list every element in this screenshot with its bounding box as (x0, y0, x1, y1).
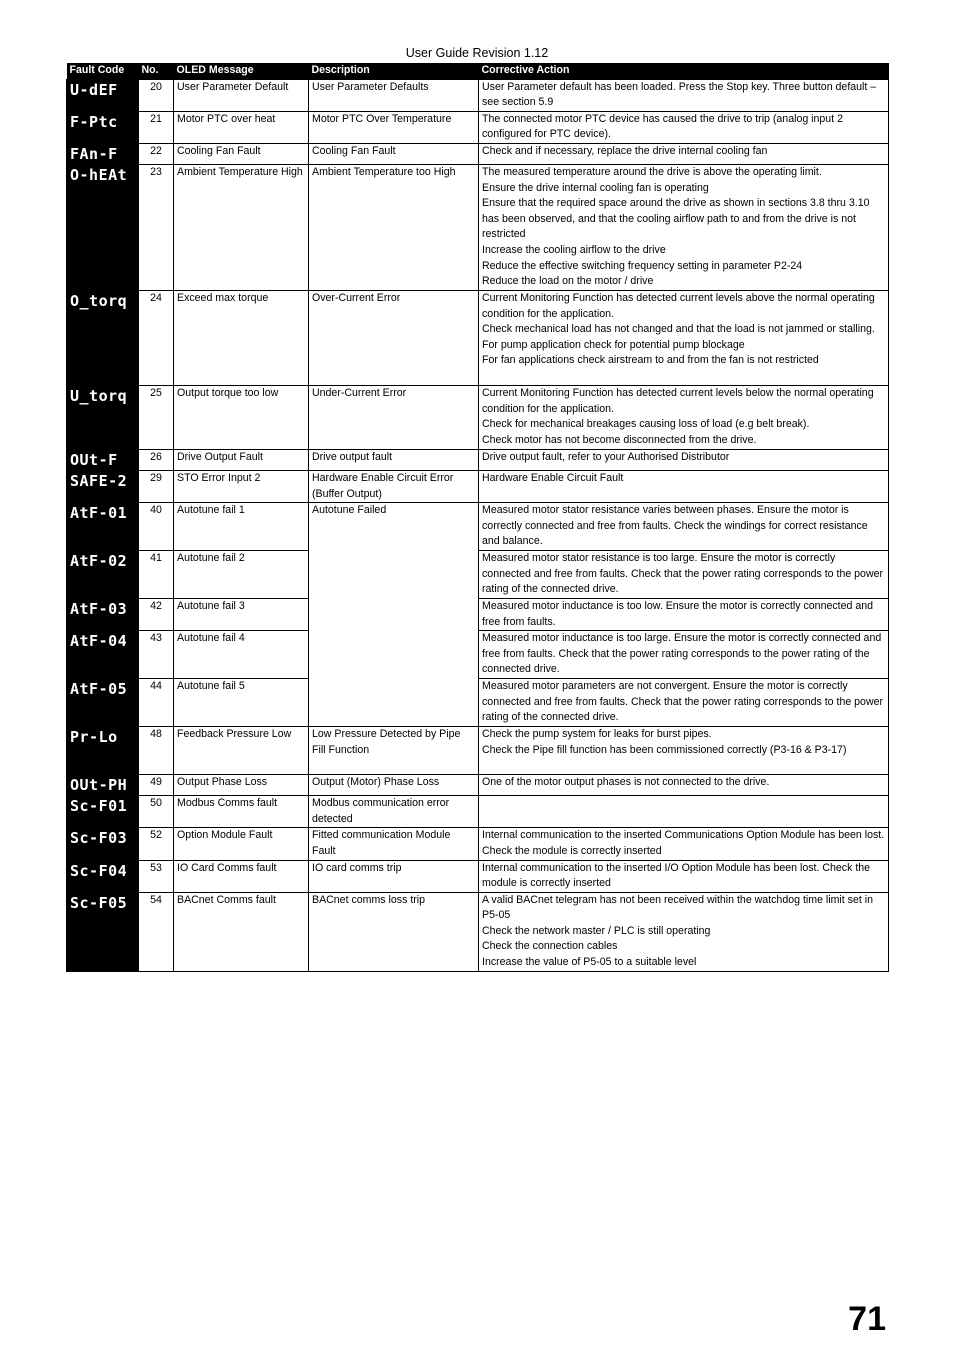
corrective-action-line: Check mechanical load has not changed and that the load is not jammed or stalling. (482, 323, 875, 336)
corrective-action-line: Current Monitoring Function has detected current levels above the normal operating condition for the application. (482, 291, 875, 320)
corrective-action-line: Internal communication to the inserted I/O Option Module has been lost. Check the module is correctly inserted (482, 861, 871, 890)
oled-message-cell: Drive Output Fault (174, 449, 309, 470)
description-cell: Output (Motor) Phase Loss (309, 775, 479, 796)
fault-code-cell: AtF-05 (67, 679, 139, 727)
table-row (67, 385, 889, 449)
oled-message-cell: Cooling Fan Fault (174, 143, 309, 164)
fault-number-cell: 43 (139, 631, 174, 679)
table-row (67, 164, 889, 290)
corrective-action-line: Measured motor stator resistance varies between phases. Ensure the motor is correctly connected and free from faults. Check the windings for correct resistance and balance. (482, 504, 868, 548)
corrective-action-line: Current Monitoring Function has detected current levels below the normal operating condition for the application. (482, 386, 874, 415)
corrective-action-line: Drive output fault, refer to your Authorised Distributor (482, 450, 730, 463)
corrective-action-cell (479, 775, 889, 796)
corrective-action-line: Ensure the drive internal cooling fan is operating (482, 181, 709, 194)
table-row (67, 143, 889, 164)
corrective-action-line: The measured temperature around the drive is above the operating limit. (482, 165, 822, 178)
table-row (67, 470, 889, 502)
oled-message-cell: Ambient Temperature High (174, 164, 309, 290)
corrective-action-line: For fan applications check airstream to and from the fan is not restricted (482, 354, 819, 367)
col-header-no: No. (139, 63, 174, 79)
description-cell: Motor PTC Over Temperature (309, 111, 479, 143)
fault-code-cell: OUt-PH (67, 775, 139, 796)
corrective-action-line: Ensure that the required space around the drive as shown in sections 3.8 thru 3.10 has been observed, and that the cooling airflow path to and from the drive is not restricted (482, 197, 870, 241)
corrective-action-line: For pump application check for potential pump blockage (482, 338, 745, 351)
fault-number-cell: 20 (139, 79, 174, 111)
corrective-action-line: Measured motor inductance is too low. Ensure the motor is correctly connected and free from faults. (482, 599, 873, 628)
corrective-action-cell (479, 143, 889, 164)
table-row (67, 290, 889, 385)
fault-number-cell: 23 (139, 164, 174, 290)
oled-message-cell: Output torque too low (174, 385, 309, 449)
corrective-action-cell (479, 470, 889, 502)
page-header: User Guide Revision 1.12 (405, 46, 549, 60)
fault-code-cell: F-Ptc (67, 111, 139, 143)
table-row (67, 860, 889, 892)
description-cell: Cooling Fan Fault (309, 143, 479, 164)
page-number: 71 (848, 1300, 886, 1338)
oled-message-cell: Motor PTC over heat (174, 111, 309, 143)
corrective-action-line: Check the Pipe fill function has been commissioned correctly (P3-16 & P3-17) (482, 743, 847, 756)
fault-number-cell: 29 (139, 470, 174, 502)
corrective-action-cell (479, 631, 889, 679)
table-row (67, 79, 889, 111)
oled-message-cell: BACnet Comms fault (174, 892, 309, 971)
fault-code-cell: U-dEF (67, 79, 139, 111)
corrective-action-line: One of the motor output phases is not connected to the drive. (482, 776, 770, 789)
fault-number-cell: 50 (139, 796, 174, 828)
fault-code-cell: Sc-F03 (67, 828, 139, 860)
corrective-action-cell (479, 503, 889, 551)
fault-code-cell: AtF-02 (67, 550, 139, 598)
fault-number-cell: 44 (139, 679, 174, 727)
oled-message-cell: Autotune fail 1 (174, 503, 309, 551)
corrective-action-line: The connected motor PTC device has caused the drive to trip (analog input 2 configured for PTC device). (482, 112, 843, 141)
fault-code-cell: O-hEAt (67, 164, 139, 290)
corrective-action-cell (479, 598, 889, 630)
table-row (67, 892, 889, 971)
fault-number-cell: 53 (139, 860, 174, 892)
corrective-action-line: A valid BACnet telegram has not been received within the watchdog time limit set in P5-05 (482, 893, 873, 922)
table-row (67, 111, 889, 143)
table-row (67, 775, 889, 796)
fault-number-cell: 41 (139, 550, 174, 598)
oled-message-cell: Autotune fail 3 (174, 598, 309, 630)
fault-code-cell: FAn-F (67, 143, 139, 164)
fault-number-cell: 26 (139, 449, 174, 470)
col-header-description: Description (309, 63, 479, 79)
corrective-action-line: Measured motor inductance is too large. Ensure the motor is correctly connected and free from faults. Check that the power rating corresponds to the power rating of the connected drive. (482, 632, 882, 676)
corrective-action-line: Check the connection cables (482, 940, 618, 953)
description-cell: Fitted communication Module Fault (309, 828, 479, 860)
corrective-action-line: Reduce the effective switching frequency setting in parameter P2-24 (482, 259, 803, 272)
corrective-action-cell (479, 860, 889, 892)
description-cell: Over-Current Error (309, 290, 479, 385)
corrective-action-line: Check motor has not become disconnected from the drive. (482, 433, 757, 446)
oled-message-cell: User Parameter Default (174, 79, 309, 111)
description-cell: Under-Current Error (309, 385, 479, 449)
corrective-action-line: Measured motor stator resistance is too large. Ensure the motor is correctly connected and free from faults. Check that the power rating corresponds to the power rating of the connected drive. (482, 551, 884, 596)
corrective-action-line: Check the pump system for leaks for burst pipes. (482, 728, 712, 741)
col-header-oled-message: OLED Message (174, 63, 309, 79)
corrective-action-line: Check and if necessary, replace the drive internal cooling fan (482, 144, 768, 157)
fault-code-cell: OUt-F (67, 449, 139, 470)
corrective-action-cell (479, 550, 889, 598)
fault-number-cell: 25 (139, 385, 174, 449)
corrective-action-cell (479, 796, 889, 828)
oled-message-cell: Modbus Comms fault (174, 796, 309, 828)
fault-number-cell: 22 (139, 143, 174, 164)
fault-code-cell: AtF-01 (67, 503, 139, 551)
corrective-action-line: Measured motor parameters are not convergent. Ensure the motor is correctly connected and free from faults. Check that the power rating corresponds to the power rating of the connected drive. (482, 680, 884, 724)
fault-code-cell: AtF-03 (67, 598, 139, 630)
table-row (67, 727, 889, 775)
corrective-action-line: User Parameter default has been loaded. Press the Stop key. Three button default – see section 5.9 (482, 80, 877, 109)
fault-code-cell: SAFE-2 (67, 470, 139, 502)
fault-code-cell: O_torq (67, 290, 139, 385)
fault-table-body (67, 79, 889, 971)
fault-number-cell: 40 (139, 503, 174, 551)
table-row (67, 449, 889, 470)
description-cell: Ambient Temperature too High (309, 164, 479, 290)
oled-message-cell: Feedback Pressure Low (174, 727, 309, 775)
corrective-action-cell (479, 727, 889, 775)
oled-message-cell: Output Phase Loss (174, 775, 309, 796)
fault-number-cell: 52 (139, 828, 174, 860)
corrective-action-line: Internal communication to the inserted Communications Option Module has been lost. Check the module is correctly inserted (482, 829, 885, 857)
oled-message-cell: Autotune fail 4 (174, 631, 309, 679)
table-row (67, 796, 889, 828)
fault-code-cell: Pr-Lo (67, 727, 139, 775)
fault-code-cell: AtF-04 (67, 631, 139, 679)
corrective-action-cell (479, 679, 889, 727)
description-cell: Drive output fault (309, 449, 479, 470)
corrective-action-line: Hardware Enable Circuit Fault (482, 471, 624, 484)
corrective-action-line: Increase the value of P5-05 to a suitable level (482, 956, 697, 969)
corrective-action-line: Increase the cooling airflow to the drive (482, 243, 666, 256)
fault-number-cell: 21 (139, 111, 174, 143)
fault-number-cell: 48 (139, 727, 174, 775)
table-row (67, 828, 889, 860)
oled-message-cell: Option Module Fault (174, 828, 309, 860)
col-header-corrective-action: Corrective Action (479, 63, 889, 79)
corrective-action-cell (479, 385, 889, 449)
fault-code-cell: Sc-F01 (67, 796, 139, 828)
fault-number-cell: 42 (139, 598, 174, 630)
fault-number-cell: 49 (139, 775, 174, 796)
oled-message-cell: IO Card Comms fault (174, 860, 309, 892)
corrective-action-line: Check for mechanical breakages causing loss of load (e.g belt break). (482, 418, 810, 431)
fault-number-cell: 54 (139, 892, 174, 971)
corrective-action-cell (479, 892, 889, 971)
corrective-action-cell (479, 828, 889, 860)
corrective-action-line: Check the network master / PLC is still operating (482, 924, 711, 937)
corrective-action-cell (479, 164, 889, 290)
description-cell: Hardware Enable Circuit Error (Buffer Output) (309, 470, 479, 502)
corrective-action-cell (479, 111, 889, 143)
corrective-action-cell (479, 290, 889, 385)
table-row (67, 503, 889, 551)
fault-code-table (66, 63, 889, 972)
description-cell: User Parameter Defaults (309, 79, 479, 111)
fault-code-cell: Sc-F04 (67, 860, 139, 892)
description-cell: BACnet comms loss trip (309, 892, 479, 971)
corrective-action-cell (479, 79, 889, 111)
oled-message-cell: STO Error Input 2 (174, 470, 309, 502)
oled-message-cell: Exceed max torque (174, 290, 309, 385)
oled-message-cell: Autotune fail 5 (174, 679, 309, 727)
table-header-row (67, 63, 889, 79)
description-cell: IO card comms trip (309, 860, 479, 892)
fault-number-cell: 24 (139, 290, 174, 385)
oled-message-cell: Autotune fail 2 (174, 550, 309, 598)
description-cell: Low Pressure Detected by Pipe Fill Function (309, 727, 479, 775)
corrective-action-line: Reduce the load on the motor / drive (482, 275, 654, 288)
fault-code-cell: Sc-F05 (67, 892, 139, 971)
corrective-action-cell (479, 449, 889, 470)
description-cell: Autotune Failed (309, 503, 479, 727)
col-header-fault-code: Fault Code (67, 63, 139, 79)
description-cell: Modbus communication error detected (309, 796, 479, 828)
fault-code-cell: U_torq (67, 385, 139, 449)
